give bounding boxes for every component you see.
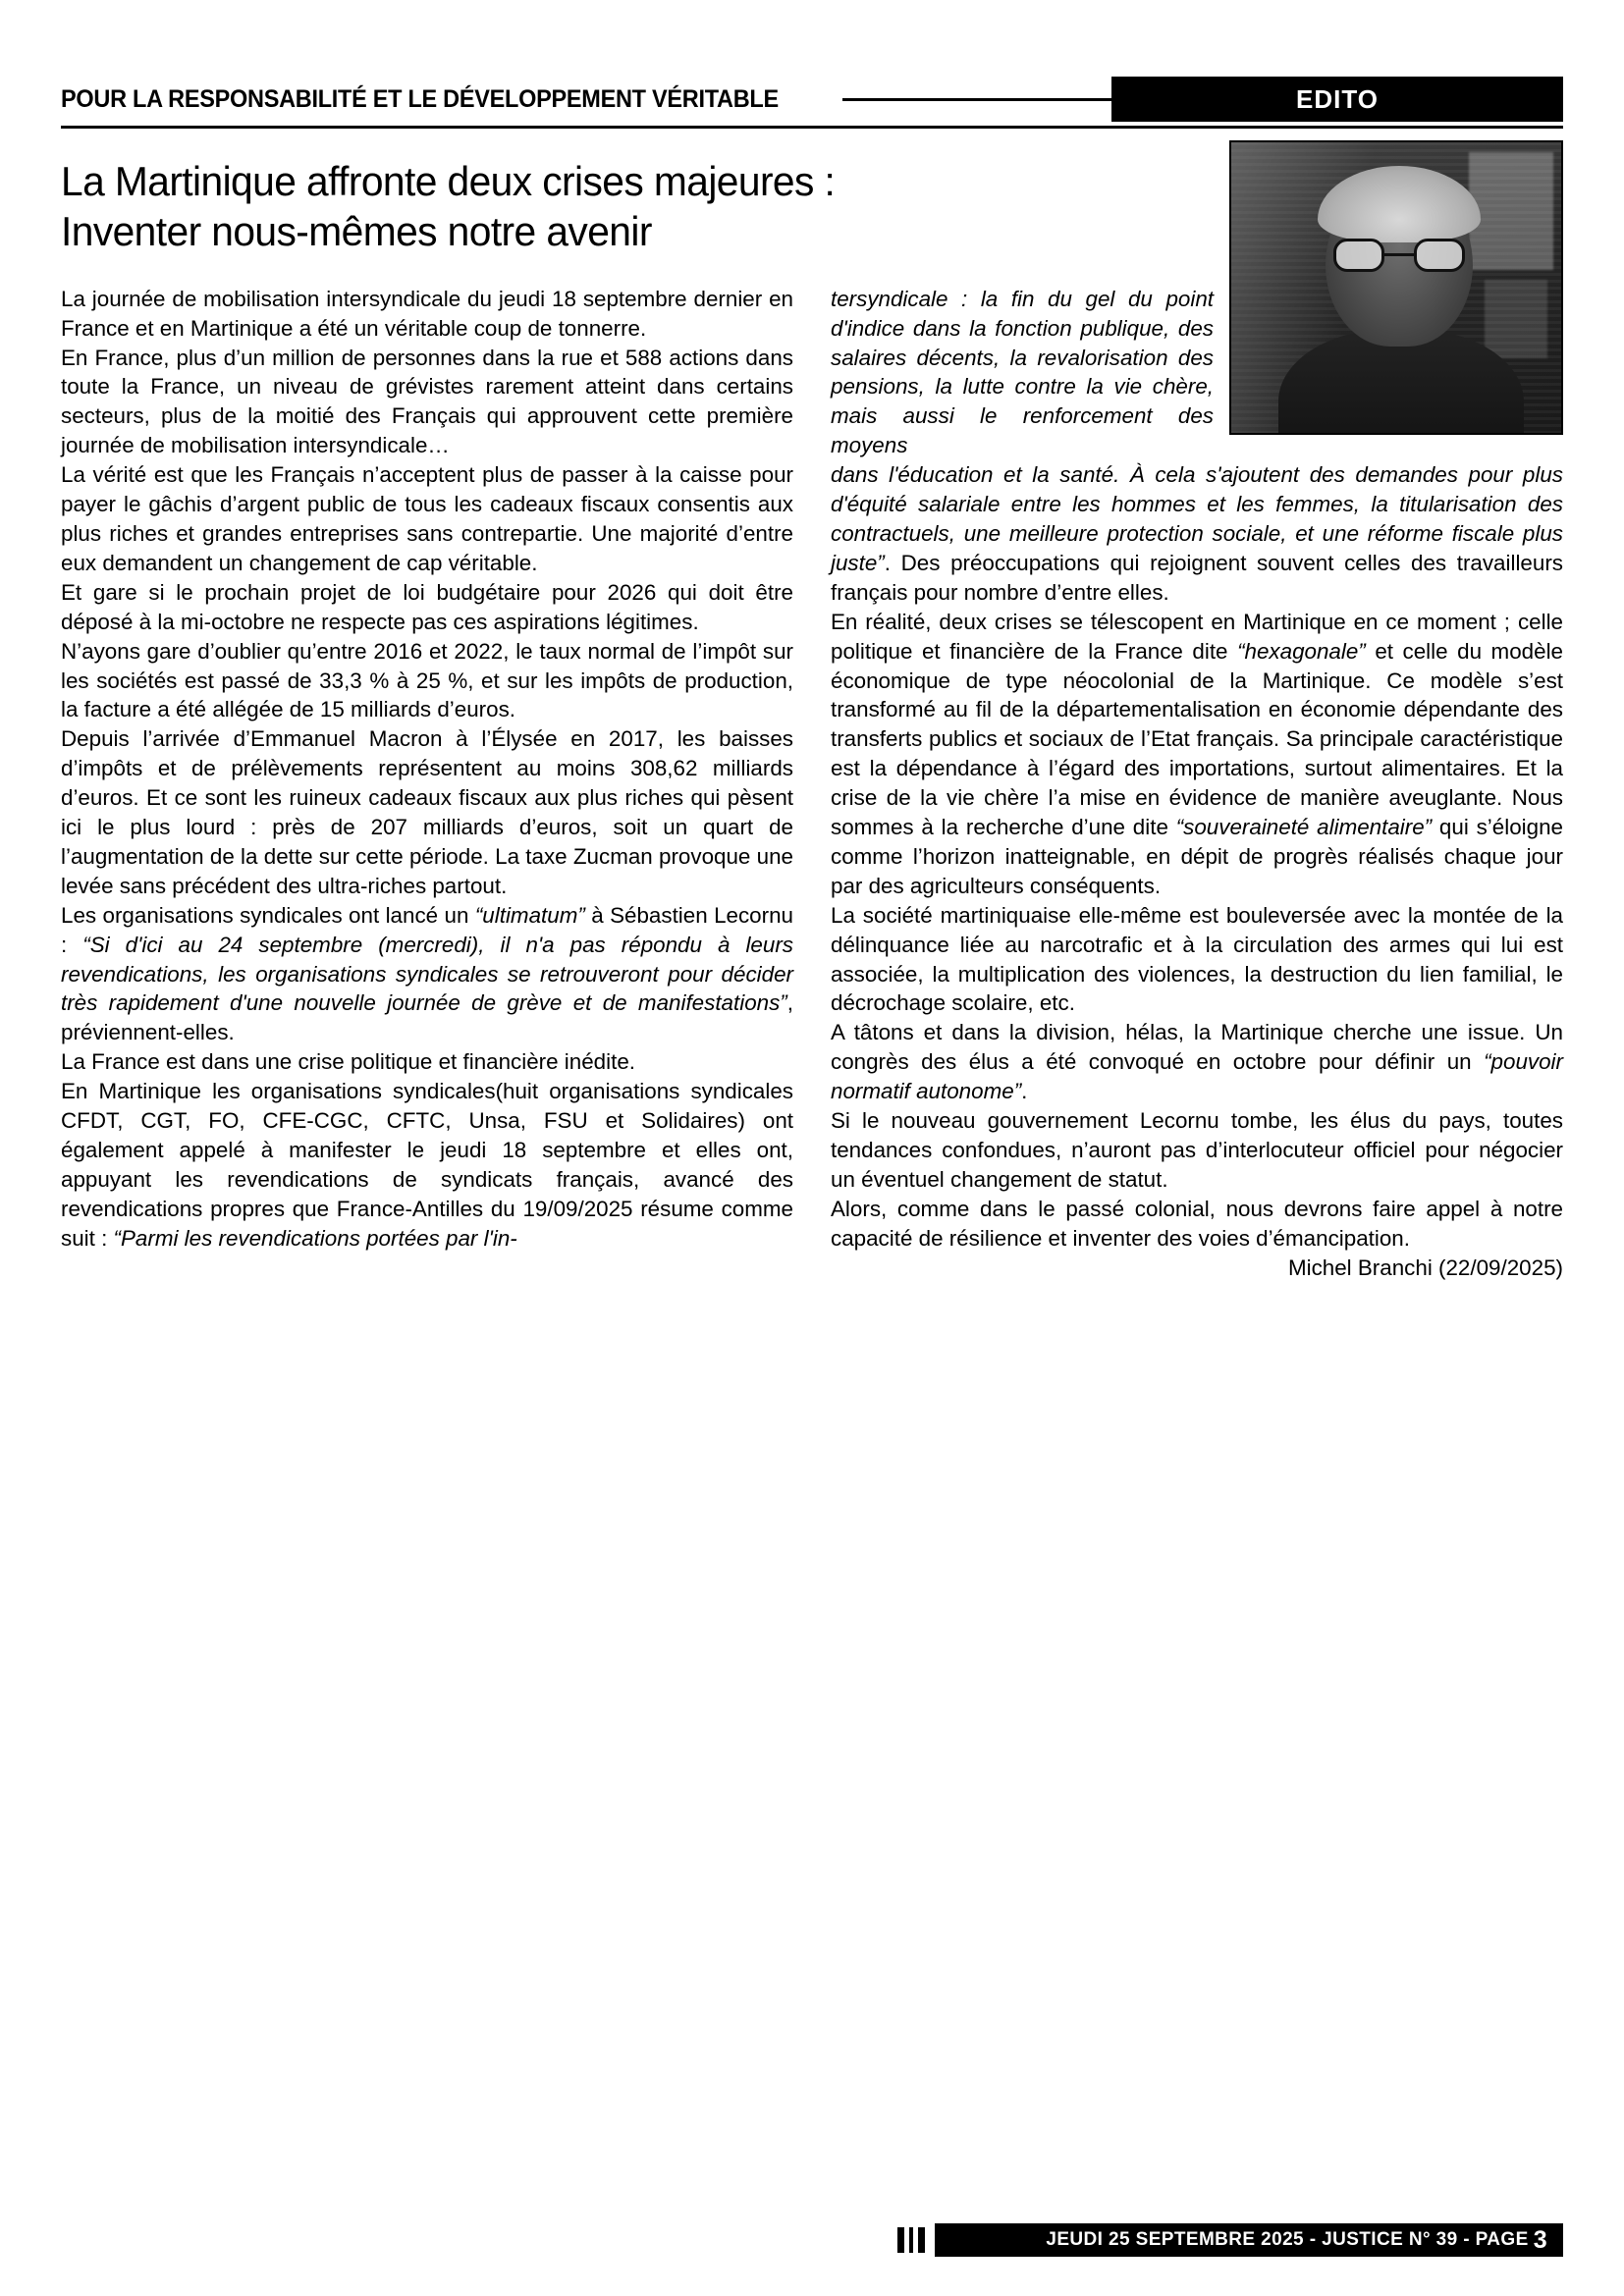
text-fragment: En Martinique les organisations syndicales(huit organisations syndicales CFDT, CGT, FO, CFE-CGC, CFTC, Unsa, FSU et Solidaires) ont également appelé à manifester le jeudi 18 septembre et elles ont, appuyant les revendications de syndicats français, avancé des revendications propres que France-Antilles du 19/09/2025 résume comme suit : <box>61 1079 793 1251</box>
paragraph: Et gare si le prochain projet de loi budgétaire pour 2026 qui doit être déposé à la mi-octobre ne respecte pas ces aspirations légitimes. <box>61 579 793 634</box>
quote-revendications-start: “Parmi les revendications portées par l'in- <box>113 1225 517 1251</box>
quote-pouvoir-normatif: “pouvoir normatif autonome” <box>831 1049 1563 1104</box>
quote-hexagonale: “hexagonale” <box>1237 638 1366 664</box>
paragraph: La société martiniquaise elle-même est bouleversée avec la montée de la délinquance liée au narcotrafic et à la circulation des armes qui lui est associée, la multiplication des violences, la destruction du lien familial, le décrochage scolaire, etc. <box>831 902 1563 1016</box>
text-fragment: Les organisations syndicales ont lancé un <box>61 902 475 928</box>
text-fragment: . <box>1021 1079 1028 1104</box>
left-column <box>61 285 793 1283</box>
paragraph-with-quote <box>831 608 1563 901</box>
glasses-icon <box>1333 239 1465 272</box>
text-fragment: , préviennent-elles. <box>61 990 793 1045</box>
page-title <box>61 156 1185 256</box>
footer-issue-text: JEUDI 25 SEPTEMBRE 2025 - JUSTICE N° 39 - PAGE <box>1046 2229 1529 2250</box>
text-fragment: . Des préoccupations qui rejoignent souvent celles des travailleurs français pour nombre d’entre elles. <box>831 550 1563 605</box>
headline-block <box>61 156 1219 256</box>
paragraph-with-quote <box>831 460 1563 608</box>
quote-lecornu: “Si d'ici au 24 septembre (mercredi), il n'a pas répondu à leurs revendications, les organisations syndicales se retrouveront pour décider très rapidement d'une nouvelle journée de grève et de manifestations” <box>61 932 793 1016</box>
text-fragment: En réalité, deux crises se télescopent en Martinique en ce moment ; celle politique et financière de la France dite <box>831 609 1563 664</box>
paragraph: Depuis l’arrivée d’Emmanuel Macron à l’Élysée en 2017, les baisses d’impôts et de prélèvements représentent au moins 308,62 milliards d’euros. Et ce sont les ruineux cadeaux fiscaux aux plus riches qui pèsent ici le plus lourd : près de 207 milliards d’euros, soit un quart de l’augmentation de la dette sur cette période. La taxe Zucman provoque une levée sans précédent des ultra-riches partout. <box>61 726 793 898</box>
masthead <box>61 77 1563 122</box>
right-column <box>831 285 1563 1283</box>
headline-line-2: Inventer nous-mêmes notre avenir <box>61 208 652 255</box>
section-tag: EDITO <box>1111 77 1563 122</box>
article-body <box>61 285 1563 1283</box>
paragraph-italic-wrap: tersyndicale : la fin du gel du point d'indice dans la fonction publique, des salaires décents, la revalorisation des pensions, la lutte contre la vie chère, mais aussi le renforcement des moyens <box>831 286 1214 458</box>
header-underline <box>61 126 1563 129</box>
paragraph-with-quote <box>61 1077 793 1253</box>
paragraph: La France est dans une crise politique et financière inédite. <box>61 1049 635 1075</box>
page-footer <box>61 2223 1563 2257</box>
paragraph: Alors, comme dans le passé colonial, nous devrons faire appel à notre capacité de résilience et inventer des voies d’émancipation. <box>831 1196 1563 1251</box>
footer-bars-decoration <box>897 2227 925 2253</box>
masthead-kicker: POUR LA RESPONSABILITÉ ET LE DÉVELOPPEMENT VÉRITABLE <box>61 84 779 113</box>
text-fragment: à Sébastien Lecornu : <box>61 902 793 957</box>
paragraph: La journée de mobilisation intersyndicale du jeudi 18 septembre dernier en France et en Martinique a été un véritable coup de tonnerre. <box>61 286 793 341</box>
text-fragment: A tâtons et dans la division, hélas, la Martinique cherche une issue. Un congrès des élus a été convoqué en octobre pour définir un <box>831 1020 1563 1075</box>
text-fragment: et celle du modèle économique de type néocolonial de la Martinique. Ce modèle s’est transformé au fil de la départementalisation en économie dépendante des transferts publics et sociaux de l’Etat français. Sa principale caractéristique est la dépendance à l’égard des importations, surtout alimentaires. Et la crise de la vie chère l’a mise en évidence de manière aveuglante. Nous sommes à la recherche d’une dite <box>831 638 1563 840</box>
quote-souverainete: “souveraineté alimentaire” <box>1175 815 1433 840</box>
masthead-rule <box>842 77 1111 122</box>
paragraph: La vérité est que les Français n’acceptent plus de passer à la caisse pour payer le gâchis d’argent public de tous les cadeaux fiscaux consentis aux plus riches et grandes entreprises sans contrepartie. Une majorité d’entre eux demandent un changement de cap véritable. <box>61 462 793 575</box>
quote-revendications-end: dans l'éducation et la santé. À cela s'ajoutent des demandes pour plus d'équité salariale entre les hommes et les femmes, la titularisation des contractuels, une meilleure protection sociale, et une réforme fiscale plus juste” <box>831 462 1563 575</box>
page-number: 3 <box>1533 2225 1547 2254</box>
paragraph: En France, plus d’un million de personnes dans la rue et 588 actions dans toute la France, un niveau de grévistes rarement atteint dans certains secteurs, plus de la moitié des Français qui approuvent cette première journée de mobilisation intersyndicale… <box>61 345 793 458</box>
paragraph-with-quote <box>831 1018 1563 1106</box>
article-signature: Michel Branchi (22/09/2025) <box>1287 1255 1563 1280</box>
footer-issue-bar <box>935 2223 1563 2257</box>
text-fragment: qui s’éloigne comme l’horizon inatteignable, en dépit de progrès réalisés chaque jour par des agriculteurs conséquents. <box>831 815 1563 898</box>
paragraph-with-quote <box>61 901 793 1048</box>
photo-poster-1 <box>1469 152 1553 270</box>
paragraph: N’ayons gare d’oublier qu’entre 2016 et 2022, le taux normal de l’impôt sur les sociétés est passé de 33,3 % à 25 %, et sur les impôts de production, la facture a été allégée de 15 milliards d’euros. <box>61 638 793 722</box>
headline-line-1: La Martinique affronte deux crises majeures : <box>61 158 836 205</box>
paragraph: Si le nouveau gouvernement Lecornu tombe, les élus du pays, toutes tendances confondues, n’auront pas d’interlocuteur officiel pour négocier un éventuel changement de statut. <box>831 1108 1563 1192</box>
quote-ultimatum: “ultimatum” <box>474 902 585 928</box>
